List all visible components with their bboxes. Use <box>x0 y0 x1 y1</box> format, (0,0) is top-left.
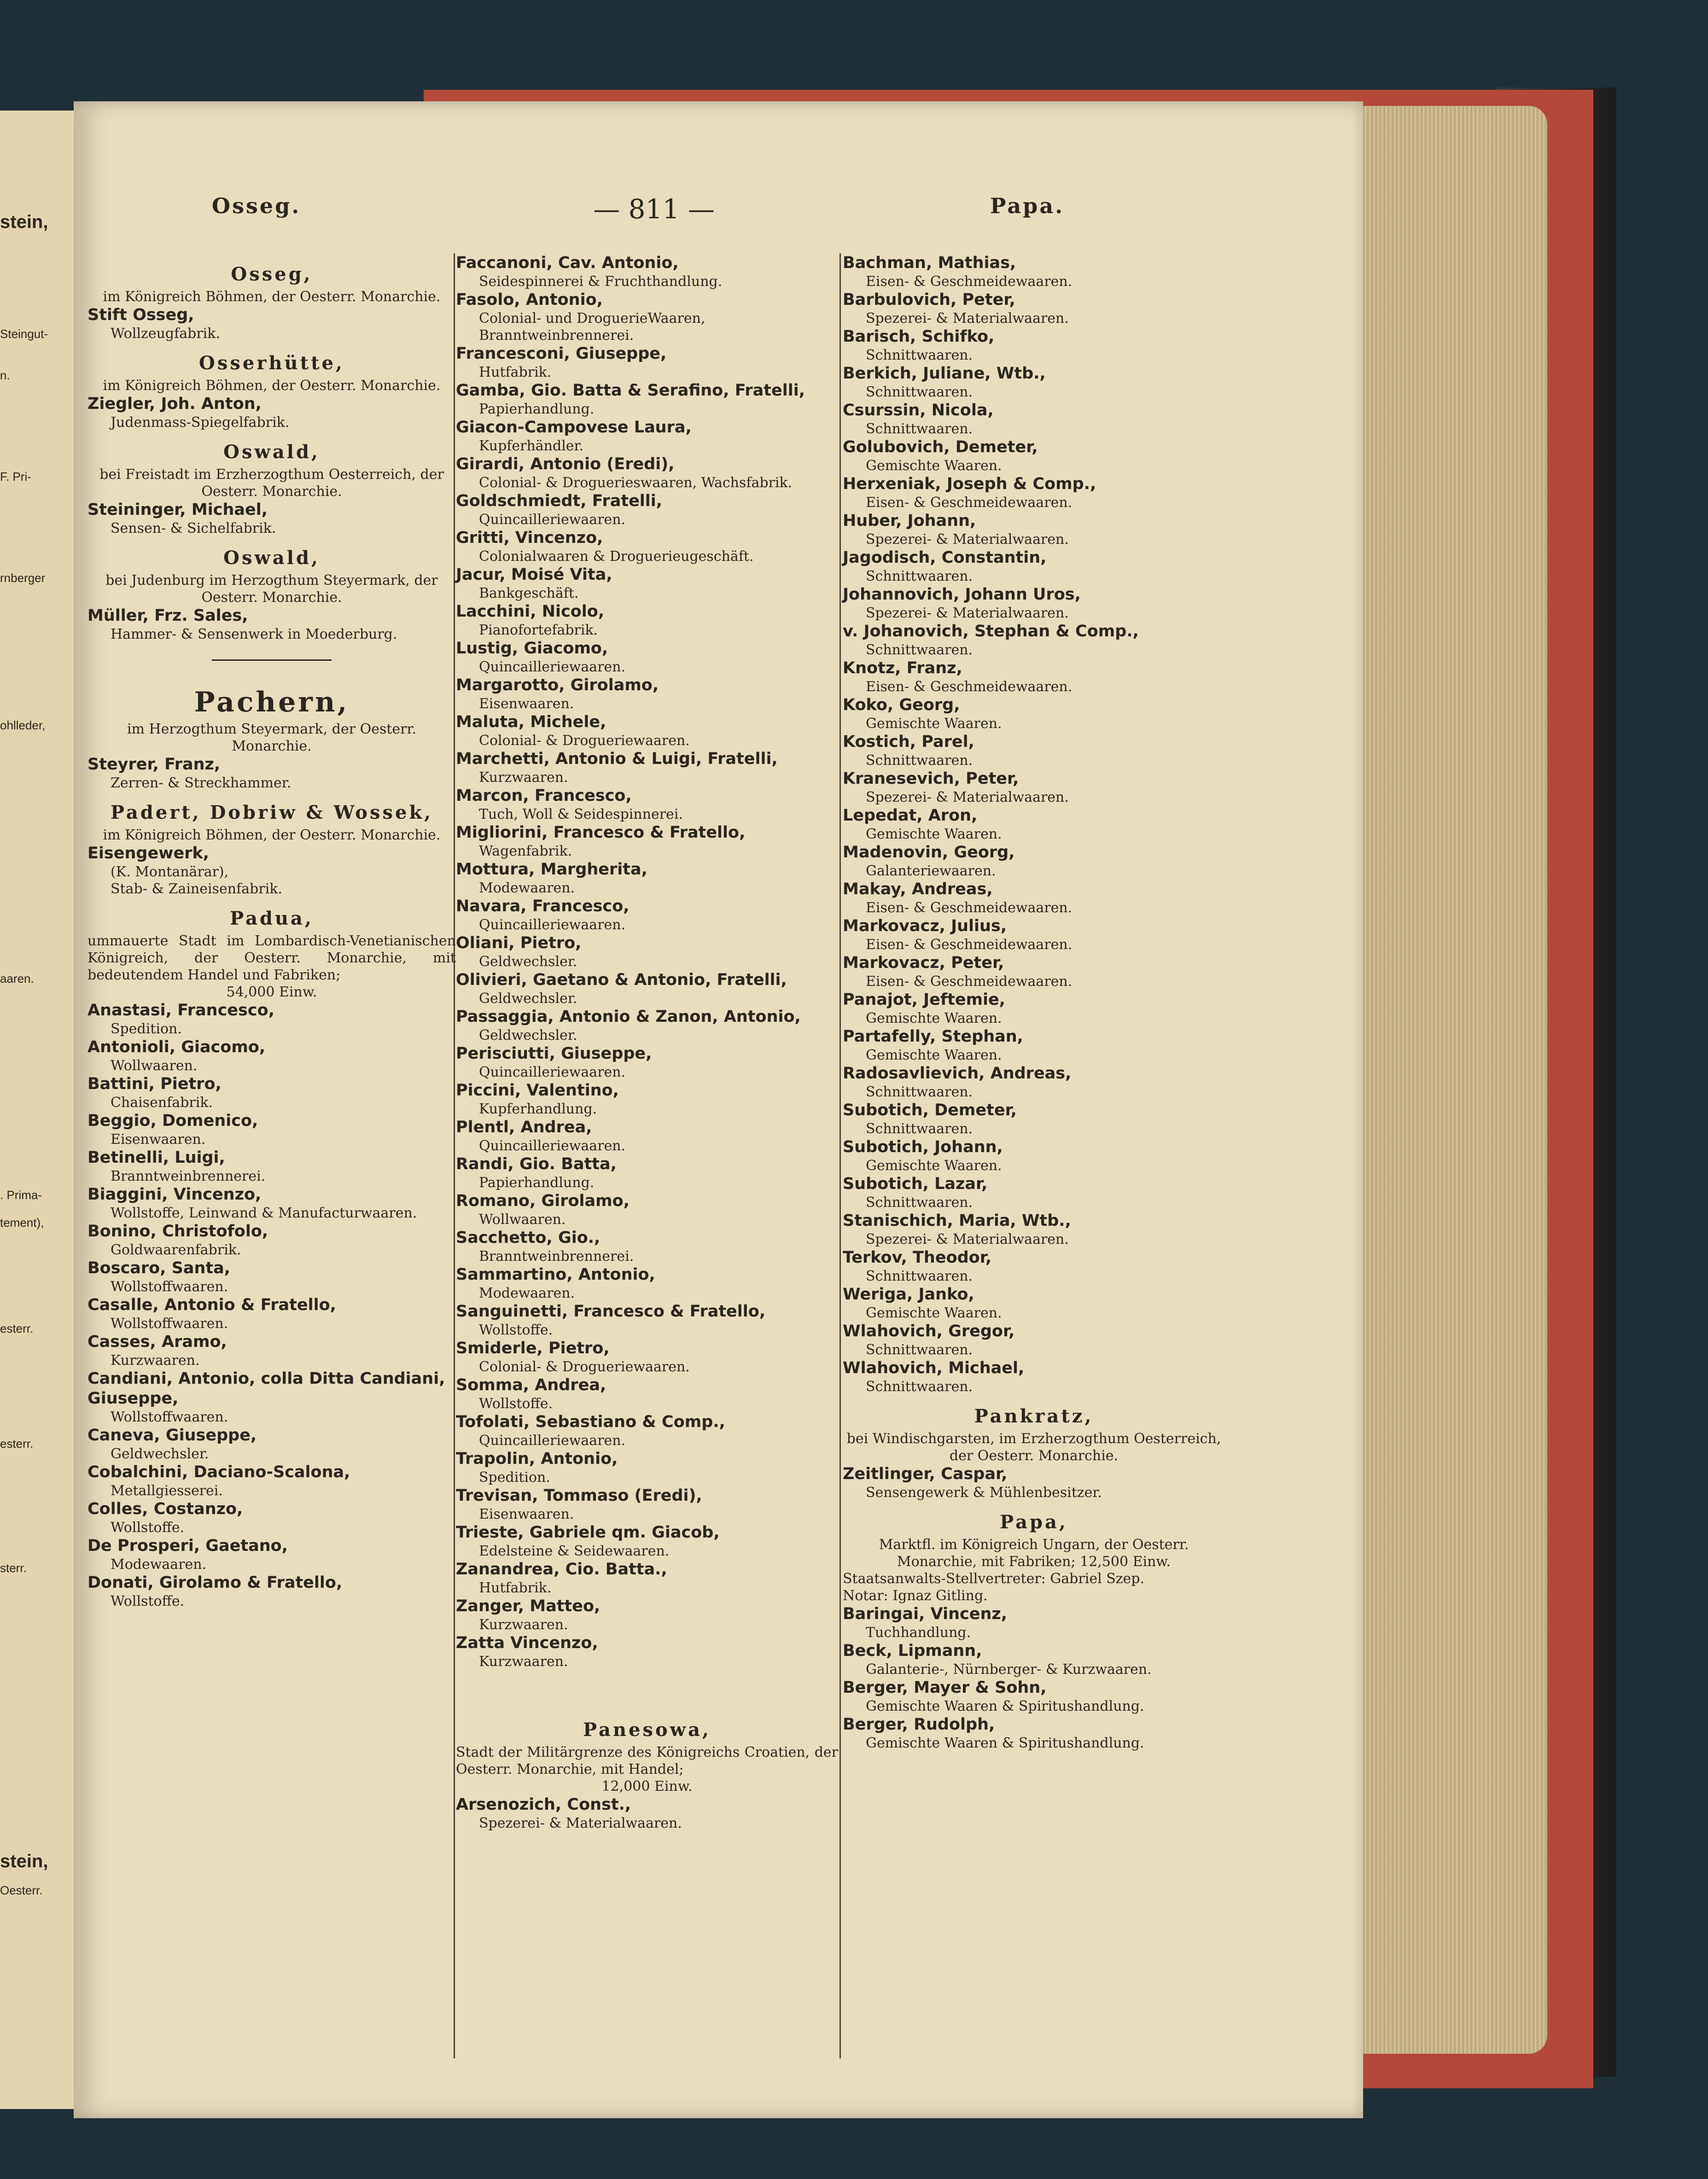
place-description: Marktfl. im Königreich Ungarn, der Oesterr. Monarchie, mit Fabriken; 12,500 Einw. <box>879 1537 1189 1570</box>
place-heading: Oswald, <box>223 441 320 463</box>
header-right-keyword: Papa. <box>990 193 1065 218</box>
entry-name: Smiderle, Pietro, <box>456 1339 610 1358</box>
entry-detail: Branntweinbrennerei. <box>479 1248 634 1264</box>
entry-detail: Schnittwaaren. <box>866 1342 973 1358</box>
entry-detail: Hutfabrik. <box>479 1580 552 1596</box>
place-description: ummauerte Stadt im Lombardisch-Venetianischen Königreich, der Oesterr. Monarchie, mit bedeutendem Handel und Fabriken; <box>87 933 456 983</box>
entry-name: Berkich, Juliane, Wtb., <box>843 364 1046 383</box>
entry-detail: Kupferhändler. <box>479 438 584 454</box>
entry-detail: Quincailleriewaaren. <box>479 512 626 528</box>
entry-detail: (K. Montanärar), <box>111 864 229 880</box>
entry-name: Barbulovich, Peter, <box>843 291 1015 309</box>
entry-detail: Eisen- & Geschmeidewaaren. <box>866 274 1073 290</box>
place-description: im Herzogthum Steyermark, der Oesterr. Monarchie. <box>127 721 417 754</box>
entry-name: Fasolo, Antonio, <box>456 291 603 309</box>
place-description: Stadt der Militärgrenze des Königreichs Croatien, der Oesterr. Monarchie, mit Handel; <box>456 1744 838 1777</box>
entry-name: Subotich, Demeter, <box>843 1101 1017 1119</box>
entry-name: Berger, Mayer & Sohn, <box>843 1678 1047 1697</box>
entry-name: Perisciutti, Giuseppe, <box>456 1044 652 1063</box>
entry-name: Golubovich, Demeter, <box>843 438 1038 456</box>
entry-detail: Gemischte Waaren. <box>866 1047 1002 1063</box>
entry-name: Lustig, Giacomo, <box>456 639 608 658</box>
entry-name: Terkov, Theodor, <box>843 1248 992 1267</box>
entry-name: Battini, Pietro, <box>87 1075 222 1093</box>
entry-detail: Spedition. <box>111 1021 182 1037</box>
header-left-keyword: Osseg. <box>212 193 301 218</box>
entry-name: Zeitlinger, Caspar, <box>843 1465 1008 1483</box>
entry-detail: Hammer- & Sensenwerk in Moederburg. <box>111 626 397 642</box>
entry-detail: Tuchhandlung. <box>866 1625 971 1641</box>
entry-name: Trapolin, Antonio, <box>456 1450 618 1468</box>
left-page-text: esterr. <box>0 1437 34 1451</box>
left-page-text: tement), <box>0 1216 44 1229</box>
entry-detail: Wollstoffe. <box>111 1593 185 1609</box>
entry-detail: Kurzwaaren. <box>479 769 568 786</box>
entry-detail: Galanteriewaaren. <box>866 863 996 879</box>
entry-name: Ziegler, Joh. Anton, <box>87 395 262 413</box>
column-2 <box>456 253 838 1832</box>
entry-name: Subotich, Lazar, <box>843 1175 988 1193</box>
place-description: Notar: Ignaz Gitling. <box>843 1588 988 1604</box>
entry-name: Romano, Girolamo, <box>456 1192 630 1210</box>
page-edges <box>1358 106 1547 2054</box>
left-page-text: Oesterr. <box>0 1883 43 1897</box>
place-description: bei Freistadt im Erzherzogthum Oesterreich, der Oesterr. Monarchie. <box>99 466 444 500</box>
entry-detail: Colonial- & Drogueriewaaren. <box>479 1359 690 1375</box>
entry-name: Gritti, Vincenzo, <box>456 529 603 547</box>
entry-detail: Kurzwaaren. <box>479 1617 568 1633</box>
entry-name: Panajot, Jeftemie, <box>843 990 1006 1009</box>
place-heading: Osseg, <box>231 263 313 285</box>
entry-detail: Schnittwaaren. <box>866 752 973 769</box>
entry-name: v. Johanovich, Stephan & Comp., <box>843 622 1139 641</box>
left-page-fragment <box>0 111 77 2109</box>
place-description: 54,000 Einw. <box>226 984 317 1000</box>
entry-name: Oliani, Pietro, <box>456 934 582 952</box>
place-description: im Königreich Böhmen, der Oesterr. Monarchie. <box>103 827 441 843</box>
entry-detail: Quincailleriewaaren. <box>479 659 626 675</box>
entry-detail: Kurzwaaren. <box>479 1654 568 1670</box>
entry-name: Madenovin, Georg, <box>843 843 1015 862</box>
place-heading: Pachern, <box>194 686 350 718</box>
column-divider <box>839 253 841 2058</box>
column-1 <box>87 253 456 1610</box>
entry-name: Huber, Johann, <box>843 512 976 530</box>
entry-detail: Zerren- & Streckhammer. <box>111 775 291 791</box>
left-page-text: . Prima- <box>0 1188 42 1202</box>
entry-detail: Schnittwaaren. <box>866 1268 973 1284</box>
entry-detail: Geldwechsler. <box>479 954 577 970</box>
entry-detail: Wollwaaren. <box>479 1212 566 1228</box>
place-heading: Padert, Dobriw & Wossek, <box>110 802 433 823</box>
entry-detail: Chaisenfabrik. <box>111 1095 213 1111</box>
entry-name: Steyrer, Franz, <box>87 755 221 774</box>
entry-name: Johannovich, Johann Uros, <box>843 585 1081 604</box>
entry-detail: Spezerei- & Materialwaaren. <box>866 1231 1069 1247</box>
entry-detail: Eisen- & Geschmeidewaaren. <box>866 973 1073 990</box>
entry-detail: Gemischte Waaren. <box>866 1158 1002 1174</box>
place-heading: Padua, <box>230 908 314 929</box>
entry-name: Lepedat, Aron, <box>843 806 978 825</box>
place-description: im Königreich Böhmen, der Oesterr. Monarchie. <box>103 289 441 305</box>
entry-name: Candiani, Antonio, colla Ditta Candiani, Giuseppe, <box>87 1369 445 1408</box>
entry-detail: Eisenwaaren. <box>479 1506 574 1522</box>
entry-detail: Judenmass-Spiegelfabrik. <box>111 414 290 431</box>
entry-detail: Wollwaaren. <box>111 1058 198 1074</box>
place-description: bei Judenburg im Herzogthum Steyermark, der Oesterr. Monarchie. <box>105 572 438 606</box>
entry-name: Girardi, Antonio (Eredi), <box>456 455 675 473</box>
entry-detail: Geldwechsler. <box>479 990 577 1007</box>
left-page-text: stein, <box>0 1851 48 1871</box>
entry-detail: Spezerei- & Materialwaaren. <box>866 789 1069 805</box>
entry-detail: Schnittwaaren. <box>866 421 973 437</box>
entry-detail: Colonialwaaren & Droguerieugeschäft. <box>479 548 754 565</box>
entry-detail: Eisenwaaren. <box>479 696 574 712</box>
entry-name: Barisch, Schifko, <box>843 327 995 346</box>
entry-name: Müller, Frz. Sales, <box>87 606 248 625</box>
entry-detail: Pianofortefabrik. <box>479 622 598 638</box>
entry-name: Zanandrea, Cio. Batta., <box>456 1560 667 1579</box>
entry-name: Wlahovich, Michael, <box>843 1359 1025 1377</box>
entry-detail: Colonial- und DroguerieWaaren, Branntweinbrennerei. <box>479 310 705 344</box>
entry-detail: Quincailleriewaaren. <box>479 917 626 933</box>
entry-name: Subotich, Johann, <box>843 1138 1003 1156</box>
entry-name: Margarotto, Girolamo, <box>456 676 659 694</box>
entry-detail: Gemischte Waaren. <box>866 458 1002 474</box>
entry-name: Randi, Gio. Batta, <box>456 1155 617 1173</box>
entry-detail: Quincailleriewaaren. <box>479 1138 626 1154</box>
entry-name: Herxeniak, Joseph & Comp., <box>843 475 1096 493</box>
entry-name: Partafelly, Stephan, <box>843 1027 1023 1046</box>
place-heading: Panesowa, <box>583 1719 711 1741</box>
left-page-text: n. <box>0 368 10 382</box>
entry-detail: Modewaaren. <box>479 880 575 896</box>
entry-detail: Papierhandlung. <box>479 401 595 417</box>
entry-name: Faccanoni, Cav. Antonio, <box>456 254 679 272</box>
entry-detail: Sensengewerk & Mühlenbesitzer. <box>866 1485 1102 1501</box>
entry-detail: Schnittwaaren. <box>866 1121 973 1137</box>
entry-name: Colles, Costanzo, <box>87 1500 243 1518</box>
entry-name: Giacon-Campovese Laura, <box>456 418 692 437</box>
entry-name: Kostich, Parel, <box>843 733 974 751</box>
entry-name: Bonino, Christofolo, <box>87 1222 268 1241</box>
entry-detail: Schnittwaaren. <box>866 642 973 658</box>
entry-detail: Wollstoffwaaren. <box>111 1316 228 1332</box>
directory-page <box>74 101 1363 2118</box>
entry-name: Antonioli, Giacomo, <box>87 1038 266 1056</box>
entry-detail: Tuch, Woll & Seidespinnerei. <box>479 806 683 822</box>
entry-detail: Goldwaarenfabrik. <box>111 1242 241 1258</box>
entry-name: Marchetti, Antonio & Luigi, Fratelli, <box>456 750 778 768</box>
entry-name: Jagodisch, Constantin, <box>843 548 1047 567</box>
entry-name: Sacchetto, Gio., <box>456 1229 600 1247</box>
entry-name: Markovacz, Julius, <box>843 917 1007 935</box>
entry-name: Beggio, Domenico, <box>87 1112 258 1130</box>
entry-name: Cobalchini, Daciano-Scalona, <box>87 1463 350 1481</box>
entry-detail: Wollzeugfabrik. <box>111 326 220 342</box>
entry-detail: Wollstoffe, Leinwand & Manufacturwaaren. <box>111 1205 417 1221</box>
column-3 <box>843 253 1225 1752</box>
entry-name: Passaggia, Antonio & Zanon, Antonio, <box>456 1008 801 1026</box>
left-page-text: esterr. <box>0 1322 34 1335</box>
entry-name: Anastasi, Francesco, <box>87 1001 274 1020</box>
entry-name: Markovacz, Peter, <box>843 954 1004 972</box>
entry-name: Zatta Vincenzo, <box>456 1634 598 1652</box>
entry-name: Casalle, Antonio & Fratello, <box>87 1296 336 1314</box>
place-description: im Königreich Böhmen, der Oesterr. Monarchie. <box>103 378 441 394</box>
place-heading: Papa, <box>1000 1511 1068 1533</box>
entry-detail: Colonial- & Drogueriewaaren. <box>479 733 690 749</box>
entry-detail: Kupferhandlung. <box>479 1101 597 1117</box>
entry-detail: Spezerei- & Materialwaaren. <box>866 531 1069 548</box>
entry-detail: Sensen- & Sichelfabrik. <box>111 520 276 536</box>
entry-name: Trieste, Gabriele qm. Giacob, <box>456 1523 720 1542</box>
entry-detail: Gemischte Waaren. <box>866 1010 1002 1026</box>
entry-name: Baringai, Vincenz, <box>843 1605 1008 1623</box>
entry-detail: Colonial- & Droguerieswaaren, Wachsfabrik. <box>479 475 793 491</box>
entry-detail: Eisen- & Geschmeidewaaren. <box>866 937 1073 953</box>
place-heading: Pankratz, <box>974 1405 1094 1427</box>
entry-name: Koko, Georg, <box>843 696 960 714</box>
entry-detail: Hutfabrik. <box>479 364 552 380</box>
entry-detail: Gemischte Waaren & Spiritushandlung. <box>866 1698 1144 1714</box>
entry-name: Maluta, Michele, <box>456 713 606 731</box>
entry-name: Boscaro, Santa, <box>87 1259 231 1277</box>
entry-name: Arsenozich, Const., <box>456 1795 631 1814</box>
entry-name: Steininger, Michael, <box>87 501 268 519</box>
entry-detail: Spezerei- & Materialwaaren. <box>866 310 1069 326</box>
entry-name: Stift Osseg, <box>87 306 194 324</box>
entry-detail: Schnittwaaren. <box>866 347 973 363</box>
entry-detail: Wollstoffwaaren. <box>111 1279 228 1295</box>
entry-name: Betinelli, Luigi, <box>87 1148 225 1167</box>
entry-detail: Spezerei- & Materialwaaren. <box>479 1815 682 1831</box>
entry-name: Jacur, Moisé Vita, <box>456 565 612 584</box>
entry-detail: Wollstoffe. <box>479 1396 553 1412</box>
entry-name: Trevisan, Tommaso (Eredi), <box>456 1486 702 1505</box>
entry-name: Goldschmiedt, Fratelli, <box>456 492 663 510</box>
entry-name: Knotz, Franz, <box>843 659 962 677</box>
place-description: bei Windischgarsten, im Erzherzogthum Oesterreich, der Oesterr. Monarchie. <box>846 1431 1221 1464</box>
entry-detail: Geldwechsler. <box>111 1446 209 1462</box>
entry-name: Piccini, Valentino, <box>456 1081 619 1100</box>
entry-detail: Gemischte Waaren & Spiritushandlung. <box>866 1735 1144 1751</box>
entry-name: Olivieri, Gaetano & Antonio, Fratelli, <box>456 971 787 989</box>
entry-detail: Edelsteine & Seidewaaren. <box>479 1543 670 1559</box>
entry-name: Caneva, Giuseppe, <box>87 1426 257 1445</box>
entry-detail: Papierhandlung. <box>479 1175 595 1191</box>
place-heading: Osserhütte, <box>199 352 344 374</box>
entry-name: Casses, Aramo, <box>87 1333 227 1351</box>
left-page-text: rnberger <box>0 571 46 585</box>
entry-name: Lacchini, Nicolo, <box>456 602 605 621</box>
entry-name: Sanguinetti, Francesco & Fratello, <box>456 1302 766 1321</box>
entry-name: Migliorini, Francesco & Fratello, <box>456 823 746 842</box>
entry-detail: Modewaaren. <box>479 1285 575 1301</box>
entry-detail: Modewaaren. <box>111 1556 207 1573</box>
entry-detail: Gemischte Waaren. <box>866 716 1002 732</box>
entry-detail: Spedition. <box>479 1469 550 1486</box>
entry-detail: Schnittwaaren. <box>866 1194 973 1211</box>
left-page-text: stein, <box>0 212 48 232</box>
entry-name: Biaggini, Vincenzo, <box>87 1185 262 1204</box>
entry-detail: Eisen- & Geschmeidewaaren. <box>866 495 1073 511</box>
entry-detail: Geldwechsler. <box>479 1027 577 1043</box>
entry-detail: Wollstoffe. <box>479 1322 553 1338</box>
entry-name: Radosavlievich, Andreas, <box>843 1064 1072 1083</box>
place-description: Staatsanwalts-Stellvertreter: Gabriel Szep. <box>843 1571 1145 1587</box>
entry-name: Wlahovich, Gregor, <box>843 1322 1015 1340</box>
entry-detail: Kurzwaaren. <box>111 1352 200 1369</box>
entry-detail: Wollstoffwaaren. <box>111 1409 228 1425</box>
entry-detail: Schnittwaaren. <box>866 568 973 584</box>
entry-name: Francesconi, Giuseppe, <box>456 344 667 363</box>
left-page-text: sterr. <box>0 1561 27 1575</box>
entry-detail: Metallgiesserei. <box>111 1483 223 1499</box>
entry-detail: Schnittwaaren. <box>866 1379 973 1395</box>
entry-detail: Stab- & Zaineisenfabrik. <box>111 881 282 897</box>
entry-name: Somma, Andrea, <box>456 1376 606 1394</box>
entry-detail: Wollstoffe. <box>111 1520 185 1536</box>
entry-detail: Eisenwaaren. <box>111 1131 206 1148</box>
entry-detail: Eisen- & Geschmeidewaaren. <box>866 900 1073 916</box>
entry-name: Zanger, Matteo, <box>456 1597 600 1615</box>
entry-name: Mottura, Margherita, <box>456 860 647 879</box>
entry-name: Stanischich, Maria, Wtb., <box>843 1212 1071 1230</box>
entry-name: Kranesevich, Peter, <box>843 769 1019 788</box>
section-rule <box>212 659 332 661</box>
entry-detail: Eisen- & Geschmeidewaaren. <box>866 679 1073 695</box>
entry-detail: Spezerei- & Materialwaaren. <box>866 605 1069 621</box>
left-page-text: F. Pri- <box>0 470 31 484</box>
entry-detail: Wagenfabrik. <box>479 843 572 859</box>
entry-name: Tofolati, Sebastiano & Comp., <box>456 1413 725 1431</box>
entry-detail: Quincailleriewaaren. <box>479 1433 626 1449</box>
entry-name: Plentl, Andrea, <box>456 1118 592 1136</box>
entry-name: Weriga, Janko, <box>843 1285 974 1304</box>
entry-detail: Bankgeschäft. <box>479 585 579 601</box>
left-page-text: ohlleder, <box>0 718 46 732</box>
entry-name: Eisengewerk, <box>87 844 210 862</box>
entry-detail: Schnittwaaren. <box>866 1084 973 1100</box>
left-page-text: Steingut- <box>0 327 48 341</box>
entry-name: Sammartino, Antonio, <box>456 1265 655 1284</box>
entry-detail: Seidespinnerei & Fruchthandlung. <box>479 274 723 290</box>
place-heading: Oswald, <box>223 547 320 569</box>
entry-name: Berger, Rudolph, <box>843 1715 995 1734</box>
entry-name: Beck, Lipmann, <box>843 1642 982 1660</box>
place-description: 12,000 Einw. <box>601 1778 693 1794</box>
entry-name: Marcon, Francesco, <box>456 787 632 805</box>
entry-name: Csurssin, Nicola, <box>843 401 994 419</box>
entry-name: De Prosperi, Gaetano, <box>87 1537 288 1555</box>
entry-detail: Gemischte Waaren. <box>866 1305 1002 1321</box>
entry-detail: Galanterie-, Nürnberger- & Kurzwaaren. <box>866 1661 1152 1678</box>
entry-detail: Quincailleriewaaren. <box>479 1064 626 1080</box>
entry-detail: Branntweinbrennerei. <box>111 1168 266 1184</box>
entry-detail: Schnittwaaren. <box>866 384 973 400</box>
entry-detail: Gemischte Waaren. <box>866 826 1002 842</box>
left-page-text: aaren. <box>0 972 34 985</box>
entry-name: Gamba, Gio. Batta & Serafino, Fratelli, <box>456 381 805 400</box>
entry-name: Makay, Andreas, <box>843 880 993 898</box>
page-number: — 811 — <box>593 193 715 225</box>
entry-name: Navara, Francesco, <box>456 897 630 915</box>
entry-name: Bachman, Mathias, <box>843 254 1016 272</box>
entry-name: Donati, Girolamo & Fratello, <box>87 1573 343 1592</box>
